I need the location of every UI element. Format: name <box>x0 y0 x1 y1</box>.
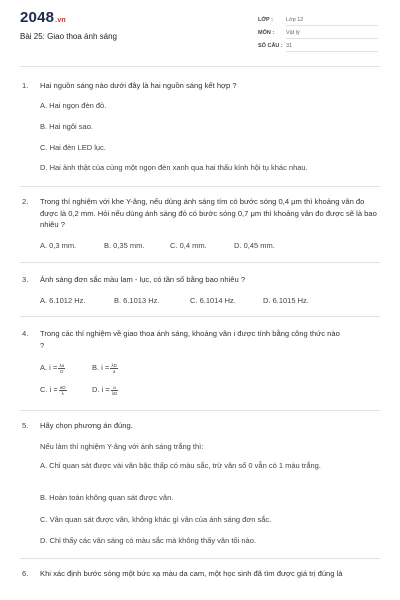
meta-count <box>258 40 378 52</box>
q4-option-c[interactable] <box>40 384 67 396</box>
q4-option-b-numerator: λD <box>111 362 117 368</box>
q3-option-d[interactable]: D. 6.1015 Hz. <box>263 296 309 305</box>
q4-option-d-label: D. i = <box>92 385 110 394</box>
q1-option-a[interactable]: A. Hai ngọn đèn đỏ. <box>40 101 107 110</box>
divider-2 <box>20 262 380 263</box>
divider-5 <box>20 558 380 559</box>
q2-option-a[interactable]: A. 0,3 mm. <box>40 241 77 250</box>
q1-option-b[interactable]: B. Hai ngôi sao. <box>40 122 93 131</box>
meta-subject-value: Vật lý <box>286 30 300 36</box>
q4-option-a-numerator: λa <box>59 362 65 368</box>
meta-count-label: SỐ CÂU : <box>258 43 283 49</box>
q3-option-a[interactable]: A. 6.1012 Hz. <box>40 296 86 305</box>
question-6-number: 6. <box>22 569 29 578</box>
question-2 <box>22 196 380 231</box>
q1-option-c[interactable]: C. Hai đèn LED lục. <box>40 143 106 152</box>
question-4-number: 4. <box>22 329 29 338</box>
q4-option-b-fraction <box>110 363 118 374</box>
question-6 <box>22 568 380 580</box>
q2-option-b[interactable]: B. 0,35 mm. <box>104 241 145 250</box>
question-2-number: 2. <box>22 197 29 206</box>
divider-4 <box>20 410 380 411</box>
q4-option-a-denominator: D <box>60 368 64 374</box>
q4-option-a-label: A. i = <box>40 363 58 372</box>
q4-option-b-label: B. i = <box>92 363 110 372</box>
site-logo[interactable] <box>20 9 66 26</box>
question-5-text: Hãy chọn phương án đúng. <box>40 421 133 430</box>
q4-option-d-numerator: a <box>111 385 119 391</box>
q4-option-b-denominator: a <box>112 368 116 374</box>
q4-option-d-fraction <box>111 385 119 396</box>
q5-option-b[interactable]: B. Hoàn toàn không quan sát được vân. <box>40 493 174 502</box>
header-divider <box>20 66 380 67</box>
question-4-text: Trong các thí nghiệm về giao thoa ánh sáng, khoảng vân i được tính bằng công thức nào ? <box>40 329 340 350</box>
question-1-text: Hai nguồn sáng nào dưới đây là hai nguồn sáng kết hợp ? <box>40 81 237 90</box>
meta-count-value: 31 <box>286 43 293 49</box>
q5-option-d[interactable]: D. Chỉ thấy các vân sáng có màu sắc mà không thấy vân tối nào. <box>40 536 256 545</box>
q4-option-a[interactable] <box>40 362 65 374</box>
question-3-number: 3. <box>22 275 29 284</box>
question-3 <box>22 274 380 286</box>
logo-main: 2048 <box>20 9 55 26</box>
q2-option-d[interactable]: D. 0,45 mm. <box>234 241 275 250</box>
q4-option-c-numerator: aD <box>59 384 66 390</box>
q4-option-d-denominator: λD <box>111 390 118 396</box>
document-title: Bài 25: Giao thoa ánh sáng <box>20 32 117 41</box>
q5-option-c[interactable]: C. Vân quan sát được vân, không khác gì vân của ánh sáng đơn sắc. <box>40 515 272 524</box>
q5-subtext: Nếu làm thí nghiệm Y-âng với ánh sáng trắng thì: <box>40 442 204 451</box>
meta-class-value: Lớp 12 <box>286 17 304 23</box>
question-4 <box>22 328 380 351</box>
meta-count-line <box>286 51 378 52</box>
q4-option-b[interactable] <box>92 362 118 374</box>
q4-option-d[interactable] <box>92 384 118 396</box>
meta-subject <box>258 27 378 39</box>
logo-suffix: .vn <box>55 17 66 24</box>
question-3-text: Ánh sáng đơn sắc màu lam - lục, có tần số bằng bao nhiêu ? <box>40 275 246 284</box>
question-6-text: Khi xác định bước sóng một bức xạ màu da cam, một học sinh đã tìm được giá trị đúng là <box>40 569 343 578</box>
divider-3 <box>20 316 380 317</box>
q5-option-a[interactable]: A. Chỉ quan sát được vài vân bậc thấp có màu sắc, trừ vân số 0 vẫn có 1 màu trắng. <box>40 461 321 470</box>
meta-subject-label: MÔN : <box>258 30 275 36</box>
q2-option-c[interactable]: C. 0,4 mm. <box>170 241 207 250</box>
page-header <box>0 0 400 58</box>
q4-option-c-denominator: λ <box>61 390 64 396</box>
q4-option-a-fraction <box>58 363 65 374</box>
meta-subject-line <box>286 38 378 39</box>
q4-option-c-fraction <box>59 385 67 396</box>
meta-class-line <box>286 25 378 26</box>
question-2-text: Trong thí nghiệm với khe Y-âng, nếu dùng ánh sáng tím có bước sóng 0,4 μm thì khoảng vân đo được là 0,2 mm. Hỏi nếu dùng ánh sáng đỏ có bước sóng 0,7 μm thì khoảng vân đo được sẽ là bao nhiêu ? <box>40 197 377 229</box>
question-1 <box>22 80 380 92</box>
q1-option-d[interactable]: D. Hai ảnh thật của cùng một ngọn đèn xanh qua hai thấu kính hội tụ khác nhau. <box>40 163 308 172</box>
q3-option-b[interactable]: B. 6.1013 Hz. <box>114 296 160 305</box>
q4-option-c-label: C. i = <box>40 385 58 394</box>
question-5-number: 5. <box>22 421 29 430</box>
q3-option-c[interactable]: C. 6.1014 Hz. <box>190 296 236 305</box>
question-5 <box>22 420 380 432</box>
question-1-number: 1. <box>22 81 29 90</box>
meta-class <box>258 14 378 26</box>
meta-class-label: LỚP : <box>258 17 273 23</box>
divider-1 <box>20 186 380 187</box>
